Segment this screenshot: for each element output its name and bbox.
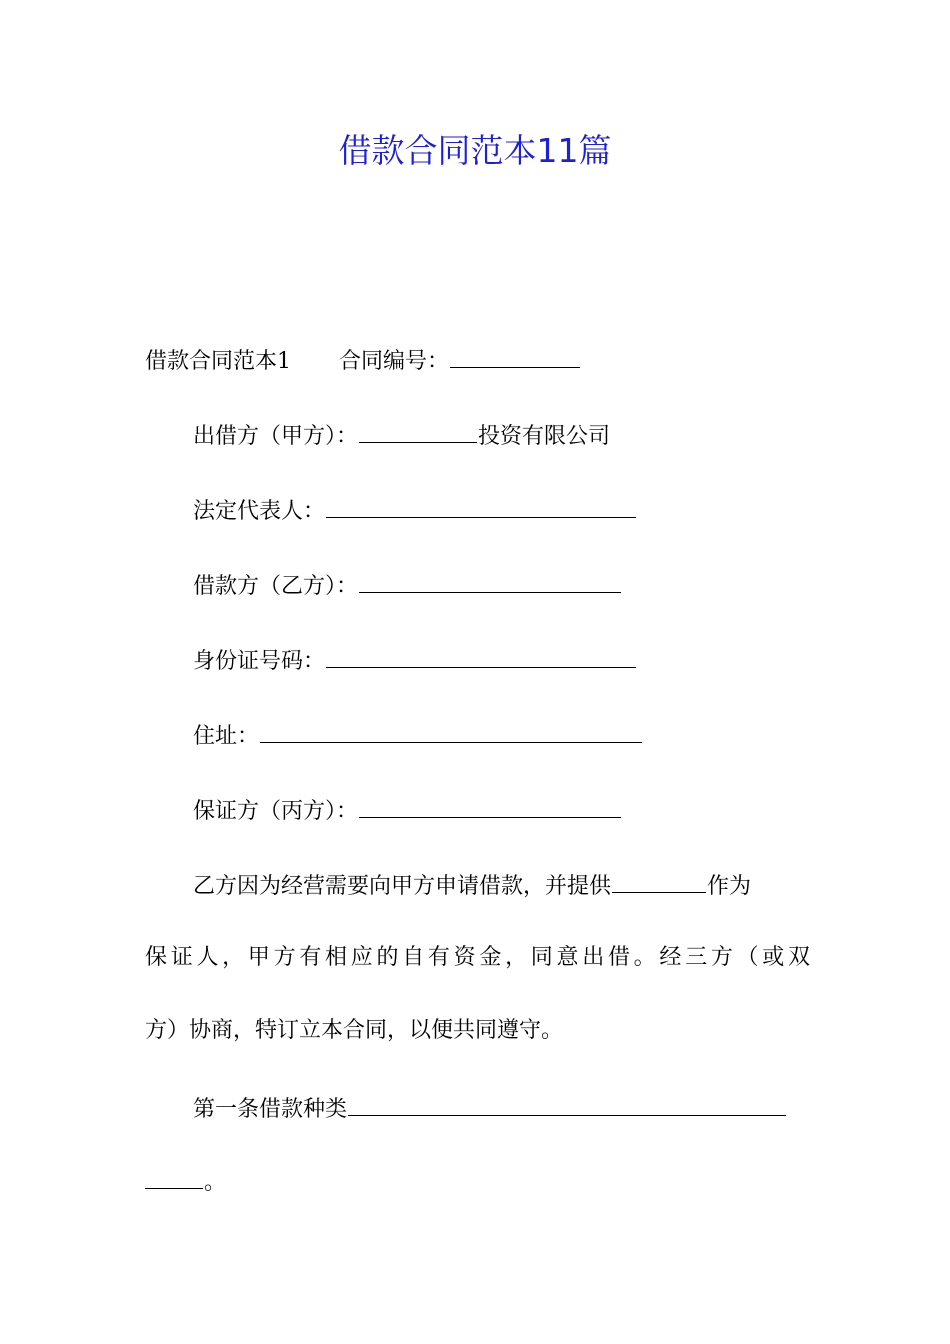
borrower-line bbox=[193, 570, 810, 602]
article-1-line bbox=[193, 1093, 810, 1125]
legal-rep-blank bbox=[326, 495, 636, 518]
contract-no-blank bbox=[450, 345, 580, 368]
contract-no-label: 合同编号： bbox=[339, 349, 450, 374]
address-line bbox=[193, 720, 810, 752]
lender-label: 出借方（甲方）： bbox=[193, 424, 359, 449]
article-1-blank-cont bbox=[145, 1166, 203, 1189]
article-1-blank bbox=[348, 1093, 786, 1116]
contract-header-line bbox=[145, 345, 810, 377]
para1-text-b: 作为 bbox=[707, 874, 752, 899]
address-blank bbox=[260, 720, 642, 743]
guarantor-name-blank bbox=[612, 870, 706, 893]
article-1-label: 第一条借款种类 bbox=[193, 1097, 348, 1122]
para1-text-a: 乙方因为经营需要向甲方申请借款，并提供 bbox=[193, 874, 612, 899]
paragraph-1-line-1 bbox=[193, 870, 810, 902]
lender-blank bbox=[359, 420, 477, 443]
id-number-blank bbox=[326, 645, 636, 668]
borrower-label: 借款方（乙方）： bbox=[193, 574, 359, 599]
lender-line bbox=[193, 420, 810, 452]
guarantor-label: 保证方（丙方）： bbox=[193, 799, 359, 824]
paragraph-1-line-2: 保证人，甲方有相应的自有资金，同意出借。经三方（或双 bbox=[145, 945, 810, 970]
legal-rep-label: 法定代表人： bbox=[193, 499, 326, 524]
document-title: 借款合同范本11篇 bbox=[338, 131, 612, 170]
guarantor-line bbox=[193, 795, 810, 827]
article-1-end: 。 bbox=[204, 1170, 227, 1195]
address-label: 住址： bbox=[193, 724, 260, 749]
borrower-blank bbox=[359, 570, 621, 593]
section-label: 借款合同范本1 bbox=[145, 349, 291, 374]
legal-rep-line bbox=[193, 495, 810, 527]
guarantor-blank bbox=[359, 795, 621, 818]
id-number-line bbox=[193, 645, 810, 677]
article-1-continuation bbox=[145, 1166, 810, 1198]
id-number-label: 身份证号码： bbox=[193, 649, 326, 674]
lender-suffix: 投资有限公司 bbox=[478, 424, 611, 449]
paragraph-1-line-3: 方）协商，特订立本合同，以便共同遵守。 bbox=[145, 1018, 564, 1043]
